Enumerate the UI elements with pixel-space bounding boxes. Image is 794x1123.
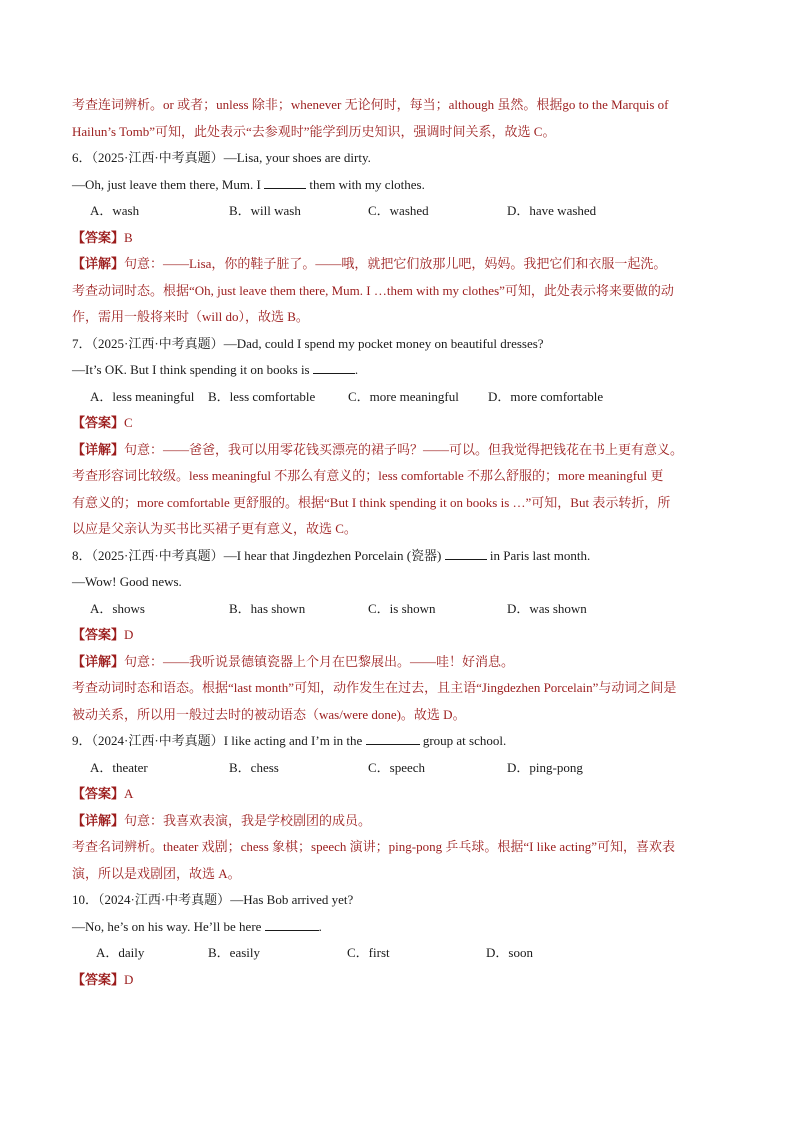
question-6-answer [72, 225, 724, 252]
answer-value: C [124, 415, 133, 430]
document-body [72, 92, 724, 993]
question-text: —No, he’s on his way. He’ll be here [72, 918, 265, 934]
answer-value: D [124, 971, 134, 987]
option-c: C．more meaningful [348, 388, 459, 404]
question-number: 10． [72, 892, 99, 907]
question-number: 7． [72, 335, 92, 351]
question-8-answer [72, 622, 724, 649]
answer-label: 【答案】 [72, 627, 125, 642]
option-b: B．less comfortable [208, 388, 316, 404]
question-9-answer [72, 781, 724, 808]
question-8-options [72, 596, 724, 623]
detail-line: 考查动词时态。根据“Oh, just leave them there, Mum. I …them with my clothes”可知，此处表示将来要做的动 [72, 282, 674, 298]
answer-label: 【答案】 [72, 415, 125, 430]
option-c: C．washed [368, 203, 429, 218]
detail-line: 考查名词辨析。theater 戏剧；chess 象棋；speech 演讲；ping-pong 乒乓球。根据“I like acting”可知，喜欢表 [72, 839, 675, 854]
question-number: 8． [72, 547, 92, 563]
question-6-stem [72, 145, 724, 172]
answer-blank [366, 732, 420, 745]
question-8-stem [72, 543, 724, 570]
option-a: A．shows [90, 600, 145, 616]
question-text: . [318, 918, 322, 934]
detail-line: 考查动词时态和语态。根据“last month”可知，动作发生在过去，且主语“Jingdezhen Porcelain”与动词之间是 [72, 680, 677, 695]
question-text: —Has Bob arrived yet? [230, 892, 354, 907]
option-a: A．less meaningful [90, 388, 195, 404]
question-9-options [72, 755, 724, 782]
option-a: A．daily [96, 945, 145, 960]
option-d: D．have washed [507, 203, 597, 218]
question-7-detail [72, 437, 724, 464]
detail-line: 以应是父亲认为买书比买裙子更有意义，故选 C。 [72, 521, 357, 536]
answer-blank [313, 361, 355, 374]
detail-line: 被动关系，所以用一般过去时的被动语态（was/were done)。故选 D。 [72, 706, 466, 722]
question-text: —Oh, just leave them there, Mum. I [72, 176, 265, 192]
option-a: A．theater [90, 759, 148, 775]
option-d: D．soon [486, 945, 533, 960]
option-c: C．speech [368, 759, 426, 775]
question-text: —Dad, could I spend my pocket money on beautiful dresses? [223, 335, 544, 351]
question-text: —Lisa, your shoes are dirty. [223, 150, 371, 165]
question-text: group at school. [419, 733, 507, 748]
question-6-detail [72, 251, 724, 278]
detail-line: 考查形容词比较级。less meaningful 不那么有意义的；less comfortable 不那么舒服的；more meaningful 更 [72, 468, 664, 483]
answer-value: A [124, 786, 134, 801]
option-c: C．is shown [368, 600, 436, 616]
question-text: I like acting and I’m in the [223, 733, 366, 748]
question-text: —It’s OK. But I think spending it on books is [72, 362, 313, 377]
detail-text: 句意：——爸爸，我可以用零花钱买漂亮的裙子吗？——可以。但我觉得把钱花在书上更有意义。 [124, 441, 684, 457]
question-text: . [354, 362, 359, 377]
question-source: （2024·江西·中考真题） [98, 892, 231, 907]
question-10-answer [72, 967, 724, 994]
question-7-options [72, 384, 724, 411]
question-text: —I hear that Jingdezhen Porcelain (瓷器) [223, 547, 445, 563]
question-text: —Wow! Good news. [72, 574, 182, 589]
option-d: D．more comfortable [488, 388, 604, 404]
question-6-options [72, 198, 724, 225]
question-7-stem [72, 331, 724, 358]
question-text: them with my clothes. [306, 176, 425, 192]
question-6-stem-line2 [72, 172, 724, 199]
option-a: A．wash [90, 203, 140, 218]
question-source: （2025·江西·中考真题） [91, 150, 224, 165]
detail-text: 句意：——我听说景德镇瓷器上个月在巴黎展出。——哇！好消息。 [124, 653, 515, 669]
detail-line: 演，所以是戏剧团，故选 A。 [72, 865, 241, 881]
detail-label: 【详解】 [72, 812, 125, 828]
question-10-stem-line2 [72, 914, 724, 941]
answer-label: 【答案】 [72, 229, 125, 245]
question-source: （2025·江西·中考真题） [91, 335, 224, 351]
answer-value: B [124, 229, 133, 245]
answer-blank [265, 918, 319, 931]
detail-label: 【详解】 [72, 256, 125, 271]
detail-label: 【详解】 [72, 653, 125, 669]
answer-label: 【答案】 [72, 786, 125, 801]
detail-label: 【详解】 [72, 441, 125, 457]
answer-blank [264, 176, 306, 189]
option-b: B．will wash [229, 203, 301, 218]
option-d: D．was shown [507, 600, 587, 616]
question-source: （2025·江西·中考真题） [91, 547, 224, 563]
answer-label: 【答案】 [72, 971, 125, 987]
question-9-stem [72, 728, 724, 755]
question-7-answer [72, 410, 724, 437]
detail-line: 有意义的；more comfortable 更舒服的。根据“But I think spending it on books is …”可知，But 表示转折，所 [72, 494, 671, 510]
question-source: （2024·江西·中考真题） [91, 733, 224, 748]
option-b: B．has shown [229, 600, 306, 616]
question-10-stem [72, 887, 724, 914]
question-9-detail [72, 808, 724, 835]
question-number: 6． [72, 150, 92, 165]
detail-text: 句意：——Lisa，你的鞋子脏了。——哦，就把它们放那儿吧，妈妈。我把它们和衣服一起洗。 [124, 256, 667, 271]
explanation-line: 考查连词辨析。or 或者；unless 除非；whenever 无论何时，每当；although 虽然。根据go to the Marquis of [72, 97, 669, 112]
question-10-options [72, 940, 724, 967]
answer-blank [445, 547, 487, 560]
option-d: D．ping-pong [507, 759, 583, 775]
question-8-detail [72, 649, 724, 676]
explanation-line: Hailun’s Tomb”可知，此处表示“去参观时”能学到历史知识，强调时间关系，故选 C。 [72, 123, 556, 139]
option-b: B．chess [229, 759, 279, 775]
question-7-stem-line2 [72, 357, 724, 384]
option-b: B．easily [208, 945, 260, 960]
question-text: in Paris last month. [486, 547, 591, 563]
detail-line: 作，需用一般将来时（will do），故选 B。 [72, 309, 309, 324]
answer-value: D [124, 627, 134, 642]
question-number: 9． [72, 733, 92, 748]
detail-text: 句意：我喜欢表演，我是学校剧团的成员。 [124, 812, 372, 828]
option-c: C．first [347, 945, 390, 960]
